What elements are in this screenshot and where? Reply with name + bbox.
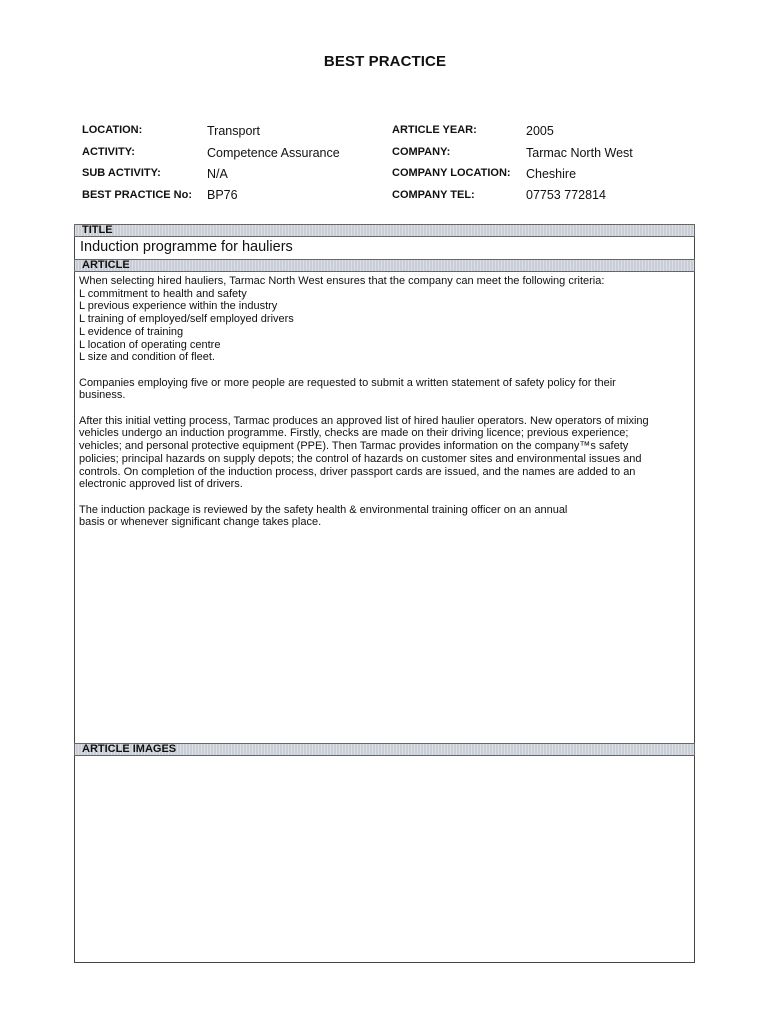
paragraph-line: After this initial vetting process, Tarmac produces an approved list of hired haulier operators. New operators of mixing bbox=[79, 414, 649, 427]
paragraph-line: vehicles undergo an induction programme. Firstly, checks are made on their driving licence; previous experience; bbox=[79, 427, 629, 440]
activity-label: ACTIVITY: bbox=[82, 146, 135, 158]
article-body bbox=[74, 272, 695, 744]
company-label: COMPANY: bbox=[392, 146, 451, 158]
article-images-area bbox=[74, 756, 695, 963]
criteria-item: L size and condition of fleet. bbox=[79, 351, 215, 364]
article-intro: When selecting hired hauliers, Tarmac North West ensures that the company can meet the following criteria: bbox=[79, 275, 605, 287]
company-location-value: Cheshire bbox=[526, 167, 577, 181]
company-location-label: COMPANY LOCATION: bbox=[392, 167, 511, 179]
article-images-header: ARTICLE IMAGES bbox=[74, 743, 695, 756]
article-year-label: ARTICLE YEAR: bbox=[392, 124, 477, 136]
paragraph-line: electronic approved list of drivers. bbox=[79, 478, 243, 491]
paragraph-line: business. bbox=[79, 389, 126, 402]
criteria-item: L location of operating centre bbox=[79, 338, 221, 351]
criteria-item: L training of employed/self employed drivers bbox=[79, 313, 294, 326]
bp-no-label: BEST PRACTICE No: bbox=[82, 189, 192, 201]
sub-activity-value: N/A bbox=[207, 167, 228, 181]
article-year-value: 2005 bbox=[526, 124, 554, 138]
criteria-item: L previous experience within the industry bbox=[79, 300, 278, 313]
sub-activity-label: SUB ACTIVITY: bbox=[82, 167, 161, 179]
company-value: Tarmac North West bbox=[526, 146, 633, 160]
location-label: LOCATION: bbox=[82, 124, 143, 136]
criteria-item: L evidence of training bbox=[79, 325, 184, 338]
paragraph-line: policies; principal hazards on supply depots; the control of hazards on customer sites and environmental issues and bbox=[79, 452, 642, 465]
page-title: BEST PRACTICE bbox=[323, 53, 447, 70]
bp-no-value: BP76 bbox=[207, 188, 238, 202]
paragraph-line: basis or whenever significant change takes place. bbox=[79, 516, 322, 529]
paragraph-line: Companies employing five or more people are requested to submit a written statement of safety policy for their bbox=[79, 376, 616, 389]
company-tel-value: 07753 772814 bbox=[526, 188, 606, 202]
paragraph-line: vehicles; and personal protective equipment (PPE). Then Tarmac provides information on the company™s safety bbox=[79, 440, 629, 453]
activity-value: Competence Assurance bbox=[207, 146, 340, 160]
location-value: Transport bbox=[207, 124, 261, 138]
title-field: Induction programme for hauliers bbox=[74, 237, 695, 259]
article-section-header: ARTICLE bbox=[74, 259, 695, 272]
paragraph-line: The induction package is reviewed by the safety health & environmental training officer on an annual bbox=[79, 503, 568, 516]
company-tel-label: COMPANY TEL: bbox=[392, 189, 475, 201]
paragraph-line: controls. On completion of the induction process, driver passport cards are issued, and the names are added to an bbox=[79, 465, 636, 478]
title-section-header: TITLE bbox=[74, 224, 695, 237]
criteria-item: L commitment to health and safety bbox=[79, 287, 247, 300]
